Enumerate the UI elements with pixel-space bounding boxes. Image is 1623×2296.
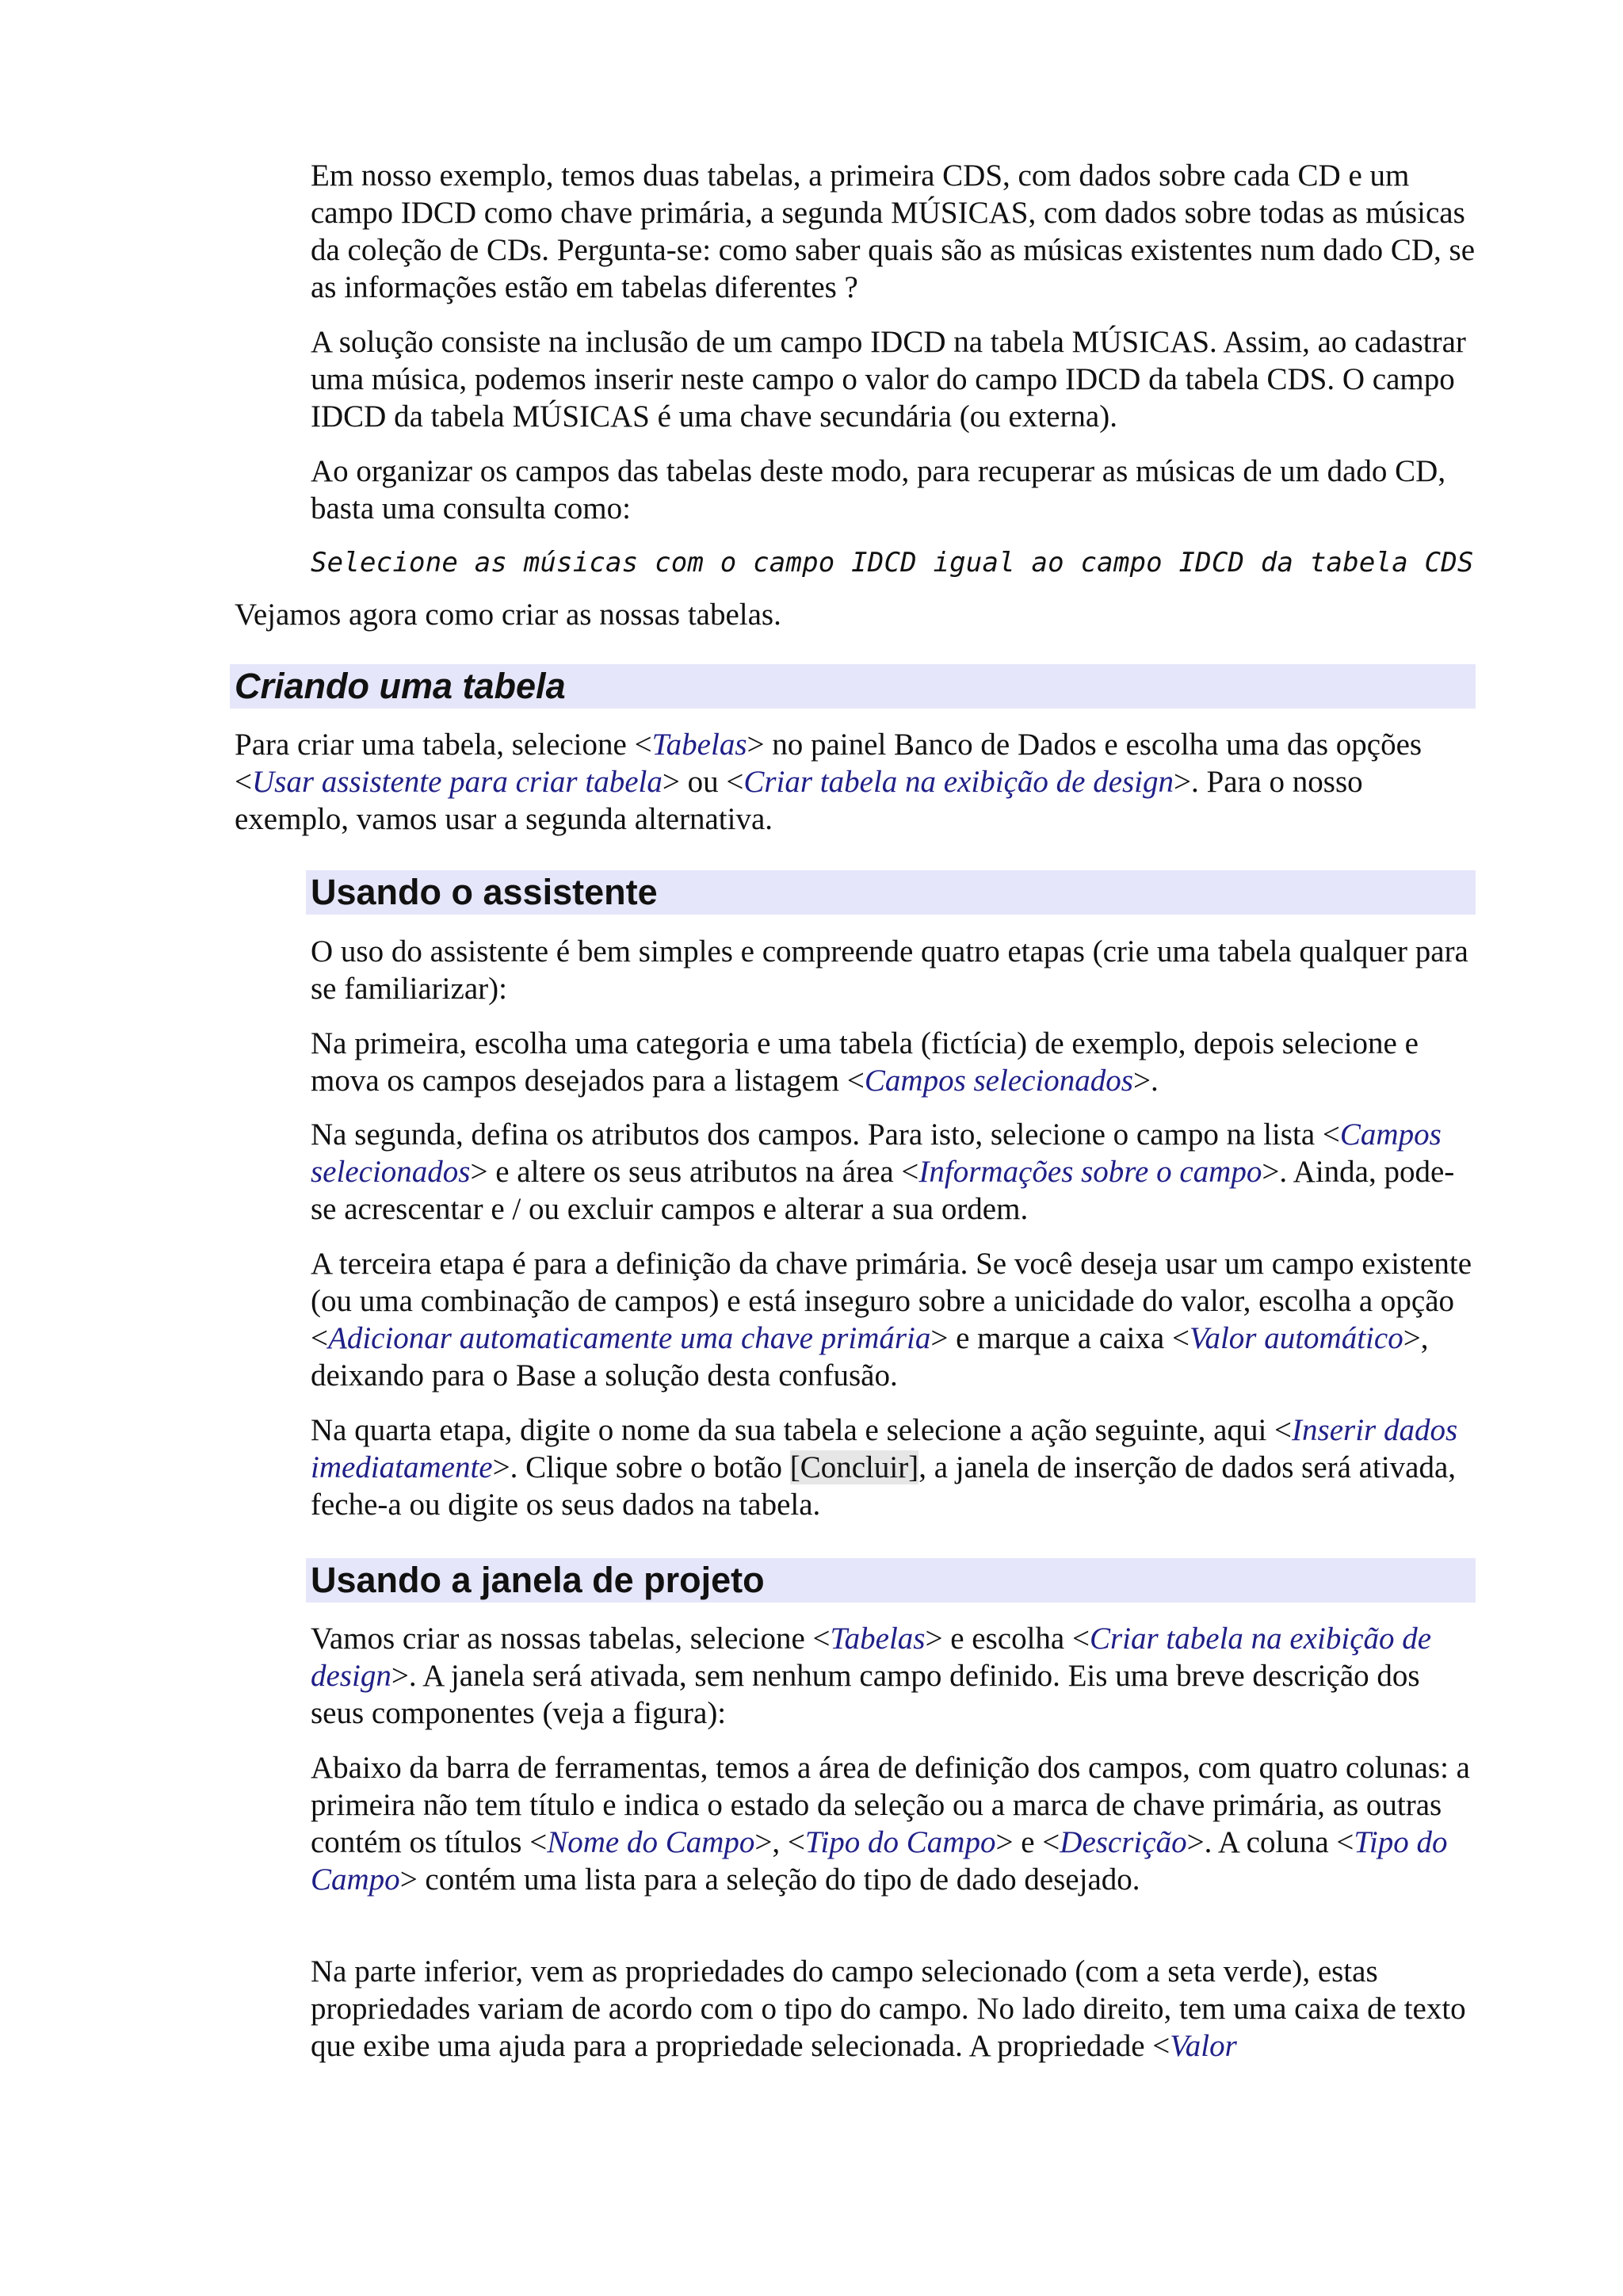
paragraph-etapa-1: Na primeira, escolha uma categoria e uma tabela (fictícia) de exemplo, depois selecione e mova os campos desejados para a listagem <Campos selecionados>.: [311, 1026, 1419, 1098]
heading-usando-assistente: Usando o assistente: [306, 870, 1476, 915]
ref-informacoes-campo: Informações sobre o campo: [918, 1155, 1262, 1189]
concluir-button-ref: [Concluir]: [789, 1450, 919, 1484]
ref-criar-tabela-design-2: Criar tabela na exibição de design: [311, 1622, 1432, 1693]
ref-criar-tabela-design: Criar tabela na exibição de design: [743, 765, 1174, 799]
code-query-line: Selecione as músicas com o campo IDCD igual ao campo IDCD da tabela CDS: [311, 547, 1474, 579]
paragraph-next: Vejamos agora como criar as nossas tabelas.: [235, 598, 781, 632]
ref-usar-assistente: Usar assistente para criar tabela: [252, 765, 663, 799]
ref-adicionar-chave: Adicionar automaticamente uma chave primária: [328, 1321, 931, 1355]
ref-campos-selecionados: Campos selecionados: [864, 1064, 1133, 1098]
paragraph-organize: Ao organizar os campos das tabelas deste modo, para recuperar as músicas de um dado CD, basta uma consulta como:: [311, 454, 1446, 525]
paragraph-propriedades: Na parte inferior, vem as propriedades do campo selecionado (com a seta verde), estas propriedades variam de acordo com o tipo do campo. No lado direito, tem uma caixa de texto que exibe uma ajuda para a propriedade selecionada. A propriedade <Valor: [311, 1954, 1466, 2063]
ref-valor: Valor: [1170, 2029, 1237, 2063]
paragraph-criar-tabela: Para criar uma tabela, selecione <Tabelas> no painel Banco de Dados e escolha uma das opções <Usar assistente para criar tabela> ou <Criar tabela na exibição de design>. Para o nosso exemplo, vamos usar a segunda alternativa.: [235, 728, 1423, 836]
paragraph-area-campos: Abaixo da barra de ferramentas, temos a área de definição dos campos, com quatro colunas: a primeira não tem título e indica o estado da seleção ou a marca de chave primária, as outras contém os títulos <Nome do Campo>, <Tipo do Campo> e <Descrição>. A coluna <Tipo do Campo> contém uma lista para a seleção do tipo de dado desejado.: [311, 1751, 1470, 1897]
paragraph-etapa-3: A terceira etapa é para a definição da chave primária. Se você deseja usar um campo existente (ou uma combinação de campos) e está inseguro sobre a unicidade do valor, escolha a opção <Adicionar automaticamente uma chave primária> e marque a caixa <Valor automático>, deixando para o Base a solução desta confusão.: [311, 1247, 1472, 1392]
ref-inserir-dados: Inserir dados imediatamente: [311, 1413, 1458, 1484]
paragraph-solution: A solução consiste na inclusão de um campo IDCD na tabela MÚSICAS. Assim, ao cadastrar uma música, podemos inserir neste campo o valor do campo IDCD da tabela CDS. O campo IDCD da tabela MÚSICAS é uma chave secundária (ou externa).: [311, 325, 1466, 434]
heading-criando-tabela: Criando uma tabela: [230, 664, 1476, 709]
paragraph-assistente-intro: O uso do assistente é bem simples e compreende quatro etapas (crie uma tabela qualquer para se familiarizar):: [311, 934, 1468, 1006]
paragraph-etapa-2: Na segunda, defina os atributos dos campos. Para isto, selecione o campo na lista <Campos selecionados> e altere os seus atributos na área <Informações sobre o campo>. Ainda, pode-se acrescentar e / ou excluir campos e alterar a sua ordem.: [311, 1117, 1455, 1226]
ref-tabelas: Tabelas: [651, 728, 747, 762]
paragraph-intro: Em nosso exemplo, temos duas tabelas, a primeira CDS, com dados sobre cada CD e um campo IDCD como chave primária, a segunda MÚSICAS, com dados sobre todas as músicas da coleção de CDs. Pergunta-se: como saber quais são as músicas existentes num dado CD, se as informações estão em tabelas diferentes ?: [311, 159, 1476, 304]
ref-tabelas-2: Tabelas: [830, 1622, 926, 1656]
paragraph-janela-intro: Vamos criar as nossas tabelas, selecione <Tabelas> e escolha <Criar tabela na exibição de design>. A janela será ativada, sem nenhum campo definido. Eis uma breve descrição dos seus componentes (veja a figura):: [311, 1622, 1432, 1730]
ref-valor-automatico: Valor automático: [1189, 1321, 1403, 1355]
ref-descricao: Descrição: [1060, 1825, 1187, 1859]
ref-campos-selecionados-2: Campos selecionados: [311, 1117, 1442, 1189]
heading-usando-janela-projeto: Usando a janela de projeto: [306, 1558, 1476, 1603]
paragraph-etapa-4: Na quarta etapa, digite o nome da sua tabela e selecione a ação seguinte, aqui <Inserir dados imediatamente>. Clique sobre o botão [Concluir], a janela de inserção de dados será ativada, feche-a ou digite os seus dados na tabela.: [311, 1413, 1458, 1522]
ref-tipo-campo: Tipo do Campo: [804, 1825, 996, 1859]
ref-tipo-campo-2: Tipo do Campo: [311, 1825, 1448, 1897]
ref-nome-campo: Nome do Campo: [547, 1825, 755, 1859]
